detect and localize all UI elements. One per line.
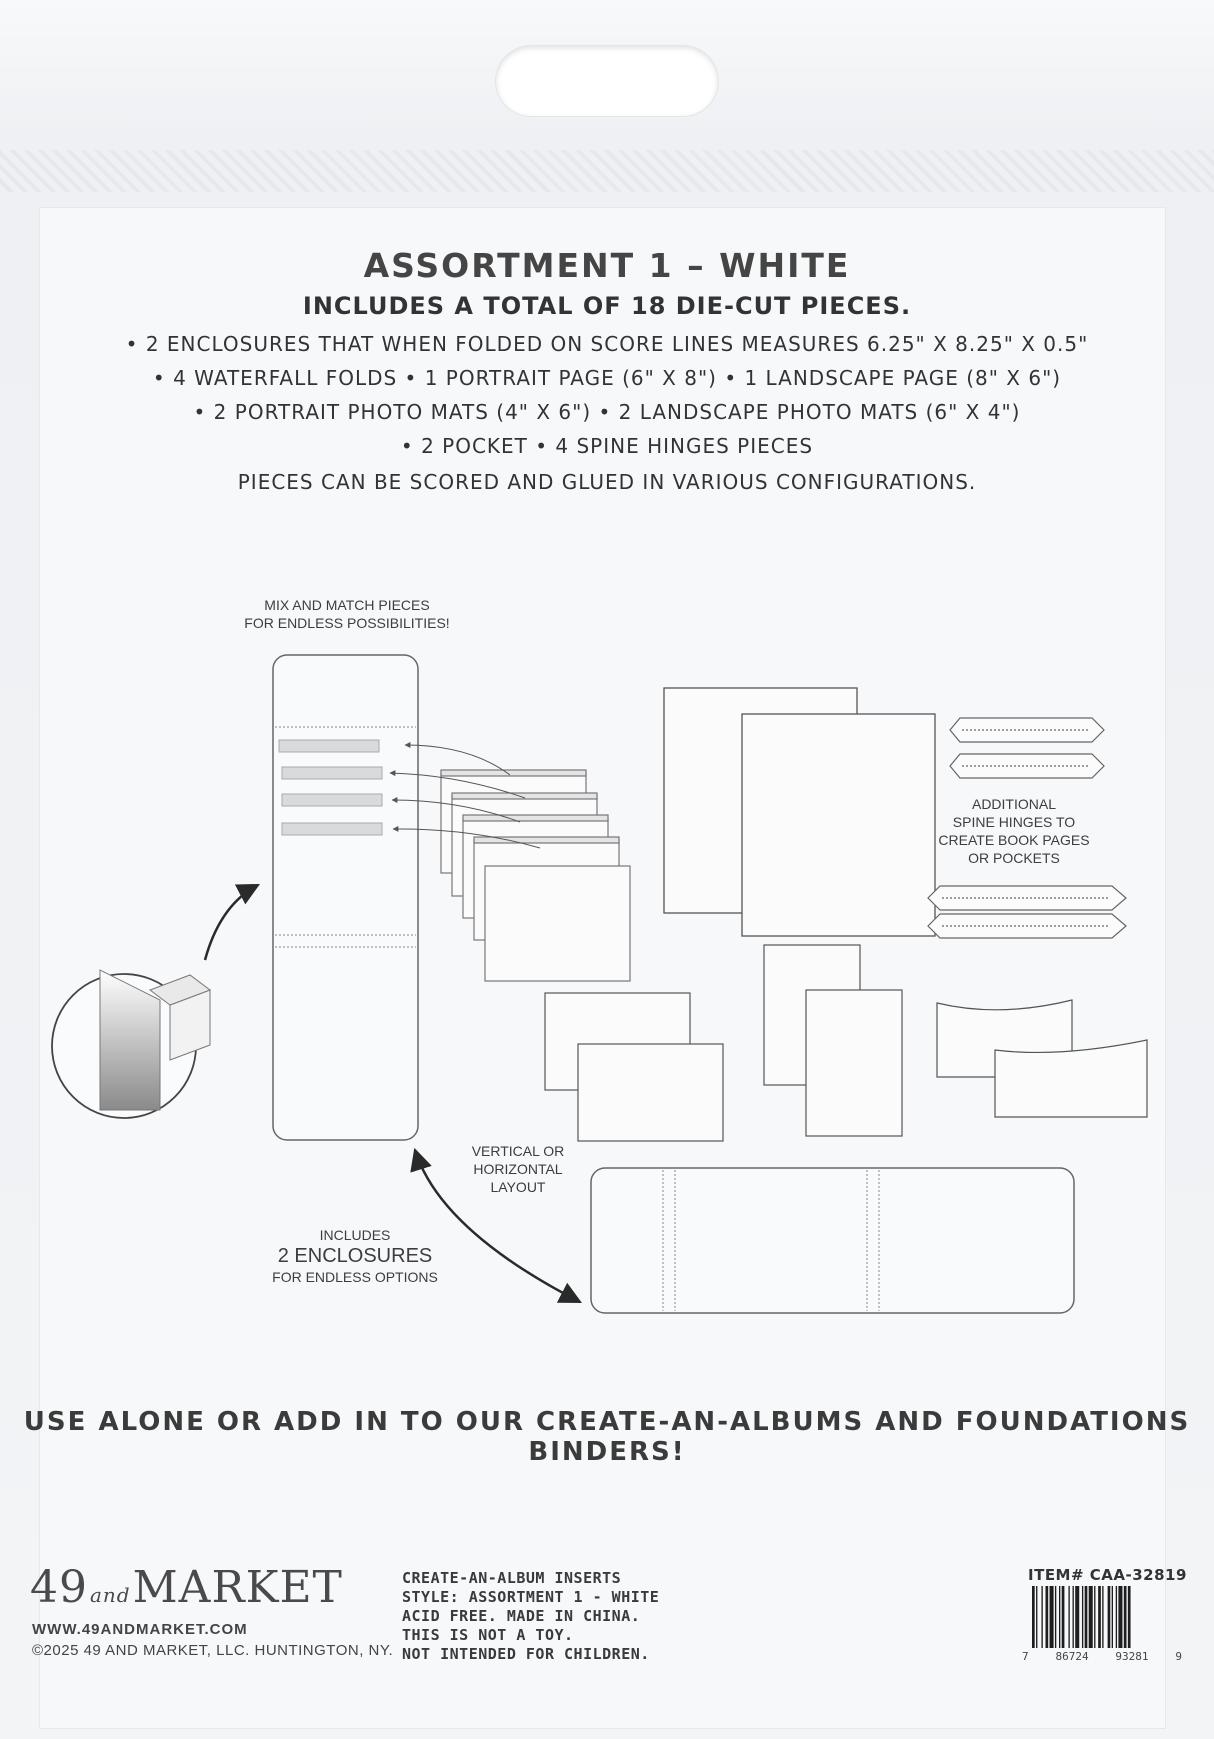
product-title: ASSORTMENT 1 – WHITE [363, 246, 851, 285]
barcode-bar [1073, 1586, 1074, 1648]
mix-and-match-note [232, 596, 462, 632]
contents-line-3: • 2 PORTRAIT PHOTO MATS (4" X 6") • 2 LANDSCAPE PHOTO MATS (6" X 4") [193, 400, 1021, 424]
includes-line-1: INCLUDES [319, 1227, 391, 1243]
barcode-bar [1089, 1586, 1093, 1648]
layout-note-line-1: VERTICAL OR [471, 1143, 565, 1159]
barcode-bar [1032, 1586, 1035, 1648]
spine-note-line-3: CREATE BOOK PAGES [938, 832, 1090, 848]
fold-detail-circle [52, 885, 258, 1118]
contents-line-2: • 4 WATERFALL FOLDS • 1 PORTRAIT PAGE (6" X 8") • 1 LANDSCAPE PAGE (8" X 6") [152, 366, 1062, 390]
spine-hinges-bottom [928, 886, 1126, 938]
barcode-bar [1036, 1586, 1037, 1648]
barcode-bar [1068, 1586, 1069, 1648]
barcode-bar [1116, 1586, 1117, 1648]
barcode-bar [1112, 1586, 1113, 1648]
barcode-digit-group-2: 86724 [1055, 1650, 1089, 1663]
product-info-line-5: NOT INTENDED FOR CHILDREN. [402, 1645, 650, 1663]
product-info-line-2: STYLE: ASSORTMENT 1 - WHITE [402, 1588, 660, 1606]
barcode-bar [1128, 1586, 1131, 1648]
product-info-line-1: CREATE-AN-ALBUM INSERTS [402, 1569, 622, 1587]
contents-line-5: PIECES CAN BE SCORED AND GLUED IN VARIOUS CONFIGURATIONS. [237, 470, 977, 494]
barcode-digit-group-4: 9 [1175, 1650, 1182, 1663]
barcode-digit-group-3: 93281 [1115, 1650, 1149, 1663]
includes-enclosures-note [260, 1226, 450, 1286]
logo-word: MARKET [132, 1562, 343, 1613]
layout-note-line-3: LAYOUT [490, 1179, 546, 1195]
barcode-bar [1050, 1586, 1054, 1648]
barcode-digits [1022, 1650, 1182, 1663]
includes-line-2: 2 ENCLOSURES [277, 1245, 433, 1267]
barcode-digit-group-1: 7 [1022, 1650, 1029, 1663]
waterfall-folds [441, 770, 630, 981]
barcode-bar [1124, 1586, 1127, 1648]
logo-and: and [90, 1583, 131, 1607]
barcode-bar [1055, 1586, 1056, 1648]
mix-match-line-2: FOR ENDLESS POSSIBILITIES! [244, 615, 450, 631]
copyright: ©2025 49 AND MARKET, LLC. HUNTINGTON, NY. [32, 1642, 394, 1659]
website: WWW.49ANDMARKET.COM [32, 1621, 248, 1638]
includes-line-3: FOR ENDLESS OPTIONS [272, 1269, 438, 1285]
barcode-bar [1094, 1586, 1095, 1648]
spine-note-line-2: SPINE HINGES TO [952, 814, 1076, 830]
layout-note-line-2: HORIZONTAL [473, 1161, 563, 1177]
portrait-landscape-pages [664, 688, 935, 936]
spine-note-line-1: ADDITIONAL [971, 796, 1056, 812]
spine-note-line-4: OR POCKETS [968, 850, 1060, 866]
product-subtitle: INCLUDES A TOTAL OF 18 DIE-CUT PIECES. [302, 292, 912, 320]
pockets [937, 1000, 1147, 1117]
enclosure-vertical [273, 655, 418, 1140]
product-info [402, 1569, 659, 1664]
landscape-photo-mats [545, 993, 723, 1141]
barcode-bar [1108, 1586, 1111, 1648]
enclosure-horizontal [591, 1168, 1074, 1313]
spine-hinges-top [950, 718, 1104, 778]
logo-number: 49 [30, 1562, 88, 1613]
slogan: USE ALONE OR ADD IN TO OUR CREATE-AN-ALBUMS AND FOUNDATIONS BINDERS! [23, 1407, 1191, 1467]
barcode-bar [1059, 1586, 1060, 1648]
barcode-bar [1098, 1586, 1101, 1648]
barcode-bar [1041, 1586, 1042, 1648]
barcode-bar [1118, 1586, 1122, 1648]
layout-note [448, 1142, 588, 1196]
barcode-bar [1046, 1586, 1049, 1648]
barcode-bar [1062, 1586, 1065, 1648]
barcode-bar [1082, 1586, 1083, 1648]
brand-logo [30, 1562, 343, 1613]
product-info-line-3: ACID FREE. MADE IN CHINA. [402, 1607, 641, 1625]
barcode-bar [1085, 1586, 1088, 1648]
spine-hinges-note [934, 795, 1094, 867]
portrait-photo-mats [764, 945, 902, 1136]
product-info-line-4: THIS IS NOT A TOY. [402, 1626, 574, 1644]
barcode-bar [1102, 1586, 1103, 1648]
contents-line-4: • 2 POCKET • 4 SPINE HINGES PIECES [400, 434, 814, 458]
mix-match-line-1: MIX AND MATCH PIECES [264, 597, 430, 613]
item-number: ITEM# CAA-32819 [1028, 1566, 1187, 1584]
barcode [1030, 1586, 1170, 1648]
barcode-bar [1075, 1586, 1079, 1648]
contents-line-1: • 2 ENCLOSURES THAT WHEN FOLDED ON SCORE LINES MEASURES 6.25" X 8.25" X 0.5" [125, 332, 1089, 356]
